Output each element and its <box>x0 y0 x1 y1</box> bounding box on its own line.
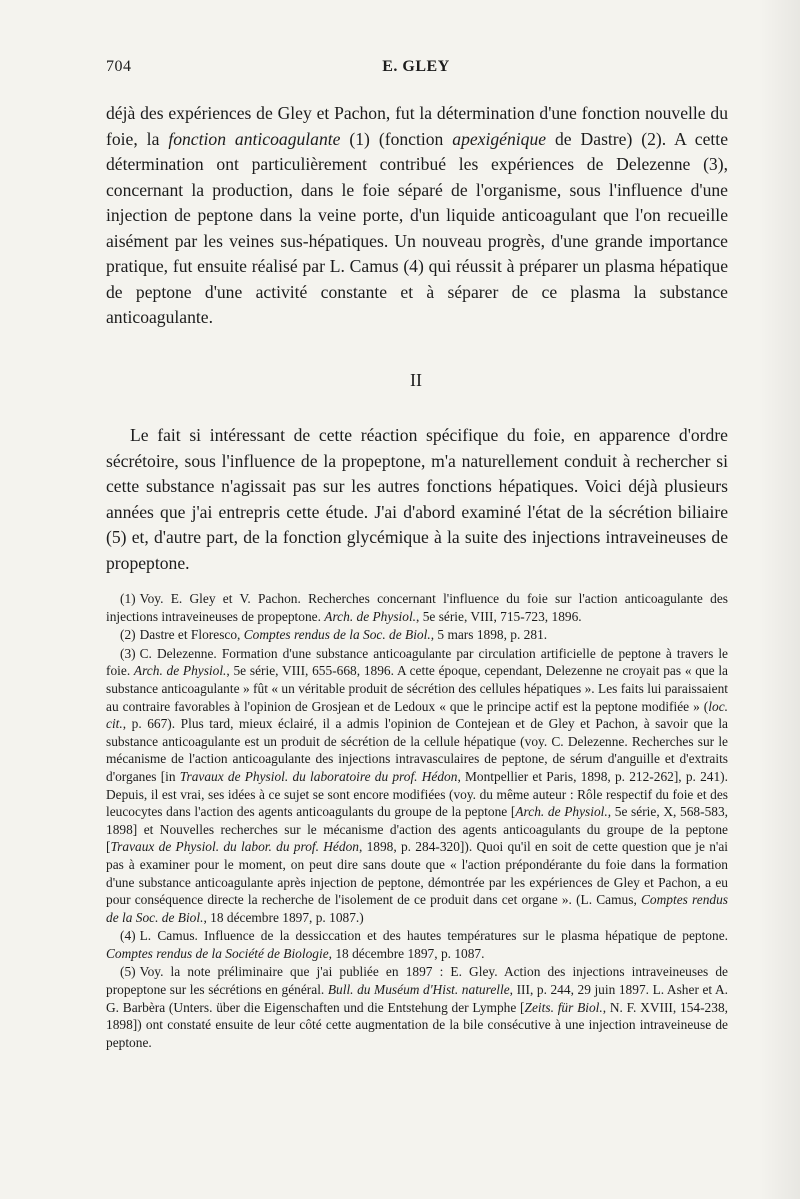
footnote-1 <box>106 590 728 625</box>
footnote-3 <box>106 645 728 927</box>
footnote-italic: loc. cit. <box>106 698 728 732</box>
footnote-italic: Comptes rendus de la Soc. de Biol. <box>243 627 431 643</box>
footnote-number: (4) <box>120 928 136 944</box>
footnote-text: , Montpellier et Paris, 1898, p. 212-262], p. 241). Depuis, il est vrai, ses idées à ce sujet se sont encore modifiées (voy. du même auteur : Rôle respectif du foie et des leucocytes dans l'action des agents anticoagulants du groupe de la peptone [ <box>106 768 728 820</box>
footnote-2 <box>106 626 728 644</box>
paragraph-2: Le fait si intéressant de cette réaction spécifique du foie, en apparence d'ordre sécrétoire, sous l'influence de la propeptone, m'a naturellement conduit à rechercher si cette substance n'agissait pas sur les autres fonctions hépatiques. Voici déjà plusieurs années que j'ai entrepris cette étude. J'ai d'abord examiné l'état de la sécrétion biliaire (5) et, d'autre part, de la fonction glycémique à la suite des injections intraveineuses de propeptone. <box>106 425 728 573</box>
footnote-text: , 5e série, VIII, 715-723, 1896. <box>416 608 582 624</box>
footnote-text: , 18 décembre 1897, p. 1087. <box>328 945 485 961</box>
footnote-number: (1) <box>120 591 136 606</box>
footnote-italic: Comptes rendus de la Société de Biologie <box>106 945 329 961</box>
footnote-italic: Bull. du Muséum d'Hist. naturelle <box>327 982 510 998</box>
footnote-4 <box>106 927 728 962</box>
paragraph-1-text-1: déjà des expériences de Gley et Pachon, fut la détermination d'une fonction nouvelle du foie, la <box>106 103 728 149</box>
footnote-italic: Arch. de Physiol. <box>324 608 417 624</box>
footnote-5 <box>106 963 728 1051</box>
footnote-text: Voy. la note préliminaire que j'ai publiée en 1897 : E. Gley. Action des injections intraveineuses de propeptone sur les sécrétions en général. <box>106 964 728 998</box>
footnote-text: , p. 667). Plus tard, mieux éclairé, il a admis l'opinion de Contejean et de Gley et Pachon, à savoir que la substance anticoagulante est un produit de sécrétion de la cellule hépatique (voy. C. Delezenne. Recherches sur le mécanisme de l'action anticoagulante des injections intravasculaires de peptone, de sérum d'anguille et d'extraits d'organes [in <box>106 716 728 784</box>
footnote-italic: Comptes rendus de la Soc. de Biol. <box>106 892 728 925</box>
paragraph-1-italic-1: fonction anticoagulante <box>168 128 341 149</box>
footnote-text: , 5 mars 1898, p. 281. <box>430 627 548 643</box>
footnote-text: L. Camus. Influence de la dessiccation et des hautes températures sur le plasma hépatique de peptone. <box>139 928 728 944</box>
page-header <box>106 58 726 82</box>
footnote-text: C. Delezenne. Formation d'une substance anticoagulante par circulation artificielle de peptone à travers le foie. <box>106 645 728 679</box>
footnote-text: , III, p. 244, 29 juin 1897. L. Asher et A. G. Barbèra (Unters. über die Eigenschaften und die Entstehung der Lymphe [ <box>106 982 728 1015</box>
footnote-italic: Arch. de Physiol. <box>133 663 227 679</box>
footnote-italic: Travaux de Physiol. du labor. du prof. Hédon <box>110 839 359 855</box>
footnote-italic: Travaux de Physiol. du laboratoire du prof. Hédon <box>179 768 458 784</box>
footnote-text: , 18 décembre 1897, p. 1087.) <box>203 909 364 925</box>
paragraph-1 <box>106 101 728 331</box>
footnote-text: Voy. E. Gley et V. Pachon. Recherches concernant l'influence du foie sur l'action anticoagulante des injections intraveineuses de propeptone. <box>106 591 728 624</box>
footnote-text: , N. F. XVIII, 154-238, 1898]) ont constaté ensuite de leur côté cette augmentation de la bile consécutive à une injection intraveineuse de peptone. <box>106 999 728 1050</box>
paragraph-1-italic-2: apexigénique <box>452 128 547 149</box>
footnotes <box>106 590 728 1052</box>
page-number: 704 <box>106 58 132 75</box>
footnote-number: (2) <box>120 627 136 643</box>
footnote-text: Dastre et Floresco, <box>139 627 244 643</box>
footnote-text: , 1898, p. 284-320]). Quoi qu'il en soit de cette question que je n'ai pas à examiner pour le moment, on peut dire sans doute que « l'action prépondérante du foie dans la formation d'une substance anticoagulante après injection de peptone, démontrée par les expériences de Gley et Pachon, a eu pour conséquence directe la recherche de l'isolement de ce produit dans cet organe ». (L. Camus, <box>106 839 728 908</box>
footnote-number: (5) <box>120 964 136 980</box>
paragraph-1-text-3: de Dastre) (2). A cette détermination ont particulièrement contribué les expériences de Delezenne (3), concernant la production, dans le foie séparé de l'organisme, sous l'influence d'une injection de peptone dans la veine porte, d'un liquide anticoagulant que l'on recueille aisément par les veines sus-hépatiques. Un nouveau progrès, d'une grande importance pratique, fut ensuite réalisé par L. Camus (4) qui réussit à préparer un plasma hépatique de peptone d'une activité constante et à séparer de ce plasma la substance anticoagulante. <box>106 128 729 327</box>
footnote-text: , 5e série, X, 568-583, 1898] et Nouvelles recherches sur le mécanisme d'action des agents anticoagulants du groupe de la peptone [ <box>106 804 729 855</box>
footnote-text: , 5e série, VIII, 655-668, 1896. A cette époque, cependant, Delezenne ne croyait pas « que la substance anticoagulante » fût « un véritable produit de sécrétion des cellules hépatiques ». Les faits lui paraissaient au contraire favorables à l'opinion de Grosjean et de Ledoux « que le principe actif est la peptone modifiée » ( <box>106 663 728 714</box>
running-title: E. GLEY <box>382 58 450 75</box>
page-edge-shadow <box>760 0 800 1199</box>
section-number: II <box>410 370 422 390</box>
footnote-number: (3) <box>120 645 136 661</box>
footnote-italic: Arch. de Physiol. <box>515 804 608 820</box>
footnote-italic: Zeits. für Biol. <box>524 999 603 1015</box>
paragraph-1-text-2: (1) (fonction <box>340 128 453 149</box>
